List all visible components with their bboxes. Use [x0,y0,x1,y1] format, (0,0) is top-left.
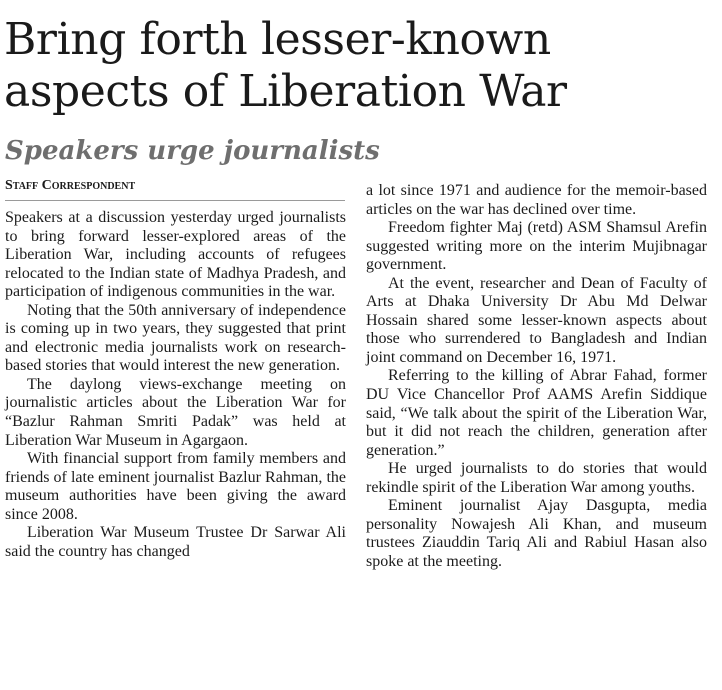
article-paragraph: With financial support from family members and friends of late eminent journalist Bazlur Rahman, the museum authorities have been giving the award since 2008. [5,450,346,523]
article-paragraph-continued: a lot since 1971 and audience for the memoir-based articles on the war has declined over time. [366,182,707,218]
byline-divider [5,200,345,201]
article-paragraph: Freedom fighter Maj (retd) ASM Shamsul Arefin suggested writing more on the interim Mujibnagar government. [366,219,707,274]
article-paragraph: Speakers at a discussion yesterday urged journalists to bring forward lesser-explored areas of the Liberation War, including accounts of refugees relocated to the Indian state of Madhya Pradesh, and participation of indigenous communities in the war. [5,209,346,301]
article-subheadline: Speakers urge journalists [5,136,380,166]
article-paragraph: Referring to the killing of Abrar Fahad, former DU Vice Chancellor Prof AAMS Arefin Siddique said, “We talk about the spirit of the Liberation War, but it did not reach the children, generation after generation.” [366,367,707,459]
article-byline: Staff Correspondent [5,178,136,193]
article-paragraph: Noting that the 50th anniversary of independence is coming up in two years, they suggested that print and electronic media journalists work on research-based stories that would interest the new generation. [5,301,346,375]
article-paragraph: At the event, researcher and Dean of Faculty of Arts at Dhaka University Dr Abu Md Delwar Hossain shared some lesser-known aspects about those who surrendered to Bangladesh and Indian joint command on December 16, 1971. [366,274,707,366]
article-column-right [366,182,707,571]
article-paragraph: The daylong views-exchange meeting on journalistic articles about the Liberation War for “Bazlur Rahman Smriti Padak” was held at Liberation War Museum in Agargaon. [5,375,346,449]
article-paragraph: He urged journalists to do stories that would rekindle spirit of the Liberation War among youths. [366,460,707,496]
article-paragraph: Liberation War Museum Trustee Dr Sarwar Ali said the country has changed [5,524,346,560]
article-column-left [5,209,346,561]
article-paragraph: Eminent journalist Ajay Dasgupta, media personality Nowajesh Ali Khan, and museum trustees Ziauddin Tariq Ali and Rabiul Hasan also spoke at the meeting. [366,497,707,570]
article-headline: Bring forth lesser-known aspects of Liberation War [4,14,567,117]
